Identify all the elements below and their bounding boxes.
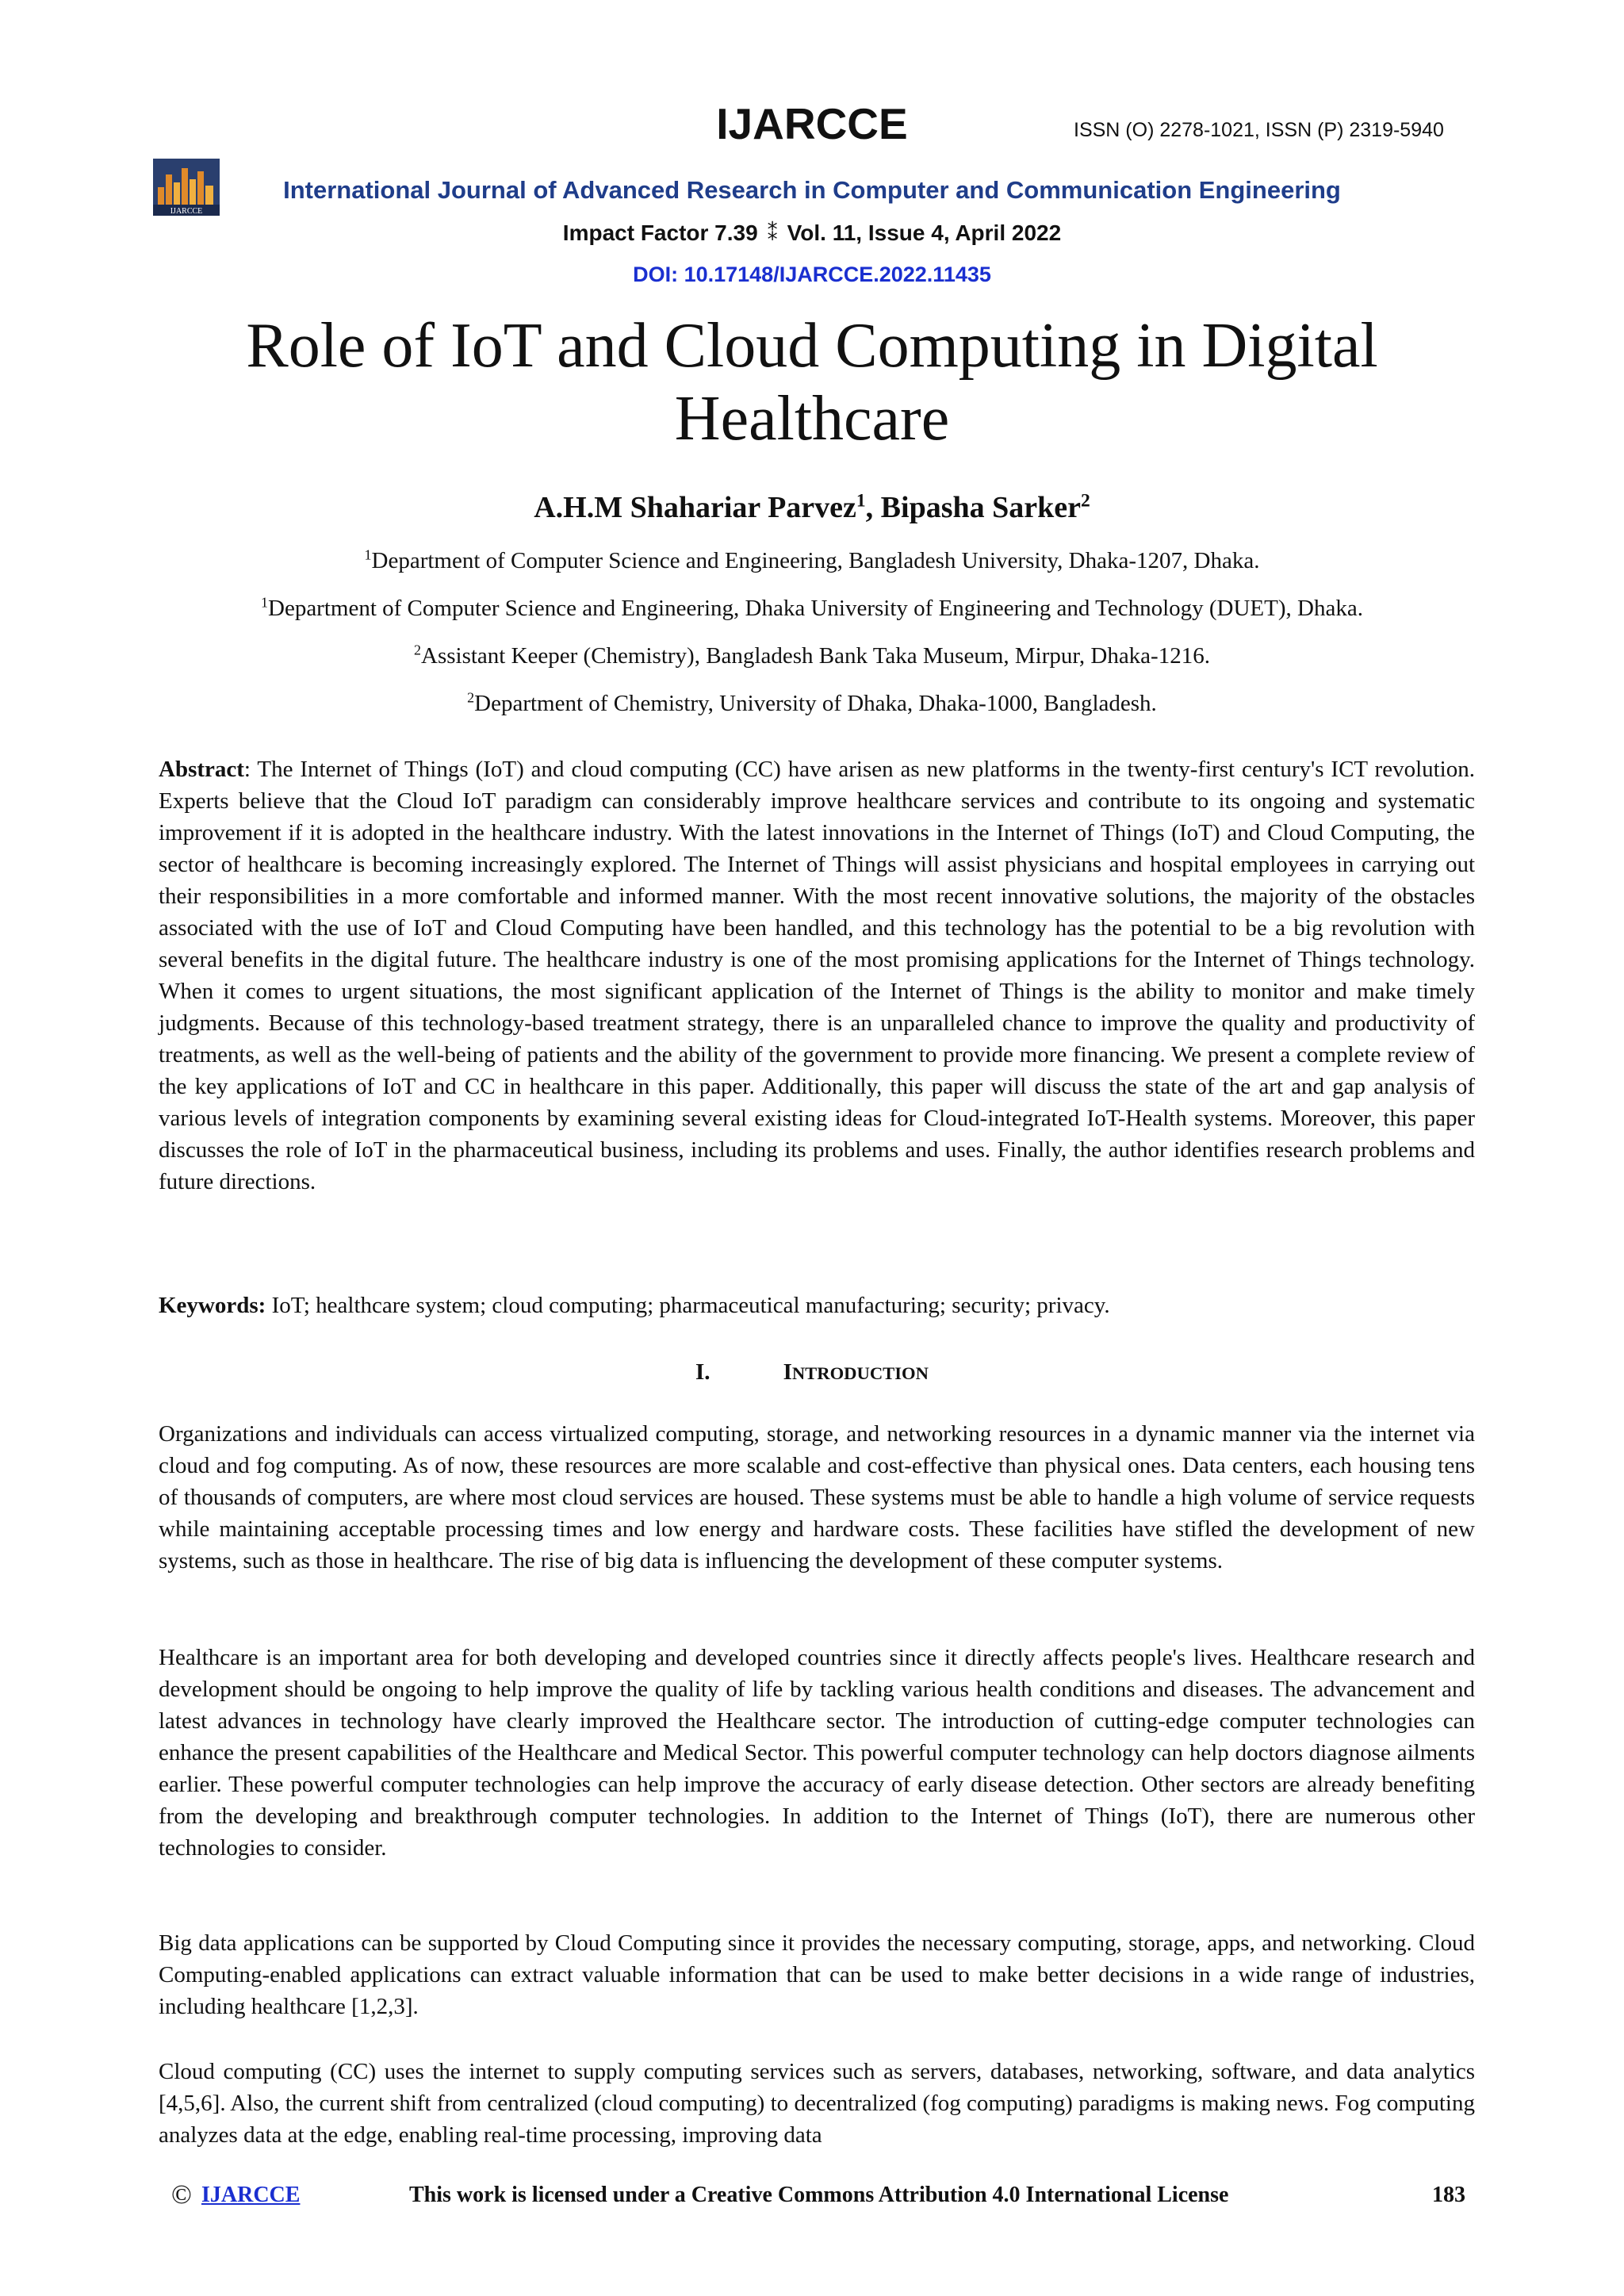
page-number: 183: [1432, 2183, 1465, 2207]
volume-issue: Vol. 11, Issue 4, April 2022: [787, 220, 1062, 245]
affiliation-line: [0, 688, 1624, 719]
doi-link[interactable]: DOI: 10.17148/IJARCCE.2022.11435: [633, 263, 991, 286]
section-number: I.: [695, 1359, 710, 1385]
author-separator: ,: [865, 491, 881, 524]
journal-footer-link[interactable]: IJARCCE: [201, 2183, 301, 2207]
section-title-rest: NTRODUCTION: [791, 1363, 929, 1383]
affiliation-superscript: 1: [261, 594, 268, 611]
author-name: Bipasha Sarker: [880, 491, 1081, 524]
page-footer: [0, 2179, 1624, 2214]
copyright-icon: ©: [171, 2180, 192, 2210]
affiliation-text: Assistant Keeper (Chemistry), Bangladesh Bank Taka Museum, Mirpur, Dhaka-1216.: [421, 643, 1210, 669]
logo-text: IJARCCE: [170, 207, 203, 216]
body-paragraph: Healthcare is an important area for both developing and developed countries since it directly affects people's lives. Healthcare research and development should be ongoing to help improve the quality of life by tackling various health conditions and diseases. The advancement and latest advances in technology have clearly improved the Healthcare sector. The introduction of cutting-edge computer technologies can enhance the present capabilities of the Healthcare and Medical Sector. This powerful computer technology can help doctors diagnose ailments earlier. These powerful computer technologies can help improve the accuracy of early disease detection. Other sectors are already benefiting from the developing and breakthrough computer technologies. In addition to the Internet of Things (IoT), there are numerous other technologies to consider.: [159, 1645, 1475, 1861]
affiliation-line: [0, 641, 1624, 671]
author-name: A.H.M Shahariar Parvez: [534, 491, 856, 524]
body-paragraph: Cloud computing (CC) uses the internet to supply computing services such as servers, databases, networking, software, and data analytics [4,5,6]. Also, the current shift from centralized (cloud computing) to decentralized (fog computing) paradigms is making news. Fog computing analyzes data at the edge, enabling real-time processing, improving data: [159, 2059, 1475, 2148]
paper-title: Role of IoT and Cloud Computing in Digital Healthcare: [246, 311, 1378, 454]
affiliation-text: Department of Computer Science and Engineering, Bangladesh University, Dhaka-1207, Dhaka.: [371, 548, 1260, 573]
section-title-initial: I: [783, 1359, 792, 1385]
body-paragraph: Big data applications can be supported by Cloud Computing since it provides the necessary computing, storage, apps, and networking. Cloud Computing-enabled applications can extract valuable information that can be used to make better decisions in a wide range of industries, including healthcare [1,2,3].: [159, 1930, 1475, 2019]
journal-full-name: International Journal of Advanced Research in Computer and Communication Engineering: [283, 176, 1341, 204]
affiliation-superscript: 1: [364, 546, 372, 563]
license-text: This work is licensed under a Creative Commons Attribution 4.0 International License: [409, 2183, 1229, 2207]
section-heading-introduction: [0, 1356, 1624, 1389]
keywords-paragraph: [159, 1290, 1475, 1321]
affiliation-line: [0, 546, 1624, 576]
issn-text: ISSN (O) 2278-1021, ISSN (P) 2319-5940: [1074, 119, 1444, 141]
impact-volume-line: [0, 219, 1624, 247]
abstract-text: : The Internet of Things (IoT) and cloud computing (CC) have arisen as new platforms in the twenty-first century's ICT revolution. Experts believe that the Cloud IoT paradigm can considerably improve healthcare services and contribute to its ongoing and systematic improvement if it is adopted in the healthcare industry. With the latest innovations in the Internet of Things (IoT) and Cloud Computing, the sector of healthcare is becoming increasingly explored. The Internet of Things will assist physicians and hospital employees in carrying out their responsibilities in a more comfortable and informed manner. With the most recent innovative solutions, the majority of the obstacles associated with the use of IoT and Cloud Computing have been handled, and this technology has the potential to be a big revolution with several benefits in the digital future. The healthcare industry is one of the most promising applications for the Internet of Things technology. When it comes to urgent situations, the most significant application of the Internet of Things is the ability to monitor and make timely judgments. Because of this technology-based treatment strategy, there is an unparalleled chance to improve the quality and productivity of treatments, as well as the well-being of patients and the ability of the government to provide more financing. We present a complete review of the key applications of IoT and CC in healthcare in this paper. Additionally, this paper will discuss the state of the art and gap analysis of various levels of integration components by examining several existing ideas for Cloud-integrated IoT-Health systems. Moreover, this paper discusses the role of IoT in the pharmaceutical business, including its problems and uses. Finally, the author identifies research problems and future directions.: [159, 757, 1475, 1194]
affiliation-text: Department of Computer Science and Engineering, Dhaka University of Engineering and Technology (DUET), Dhaka.: [268, 596, 1363, 621]
author-superscript: 2: [1081, 490, 1090, 512]
body-paragraph: Organizations and individuals can access virtualized computing, storage, and networking resources in a dynamic manner via the internet via cloud and fog computing. As of now, these resources are more scalable and cost-effective than physical ones. Data centers, each housing tens of thousands of computers, are where most cloud services are housed. These systems must be able to handle a high volume of service requests while maintaining acceptable processing times and low energy and hardware costs. These facilities have stifled the development of new systems, such as those in healthcare. The rise of big data is influencing the development of these computer systems.: [159, 1421, 1475, 1573]
journal-short-title: IJARCCE: [716, 99, 908, 148]
author-superscript: 1: [856, 490, 866, 512]
separator-icon: ⁑: [767, 221, 778, 245]
keywords-text: IoT; healthcare system; cloud computing; pharmaceutical manufacturing; security; privacy.: [266, 1293, 1110, 1318]
affiliation-superscript: 2: [414, 642, 421, 658]
abstract-paragraph: [159, 753, 1475, 1198]
affiliation-line: [0, 593, 1624, 623]
impact-factor: Impact Factor 7.39: [562, 220, 758, 245]
abstract-label: Abstract: [159, 757, 244, 782]
author-list: [0, 489, 1624, 527]
affiliation-superscript: 2: [467, 689, 475, 706]
keywords-label: Keywords:: [159, 1293, 266, 1318]
affiliation-text: Department of Chemistry, University of Dhaka, Dhaka-1000, Bangladesh.: [474, 691, 1157, 716]
